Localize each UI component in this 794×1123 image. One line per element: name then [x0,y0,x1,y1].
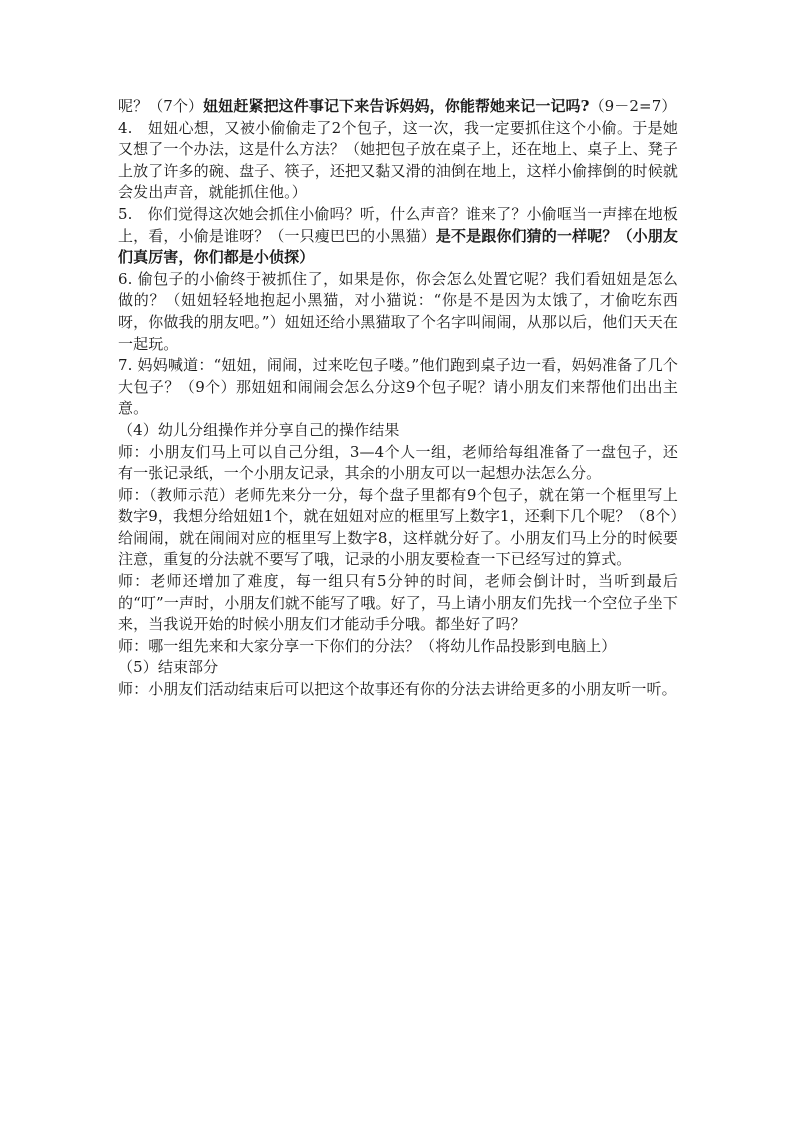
paragraph-4 [118,269,678,355]
section-heading-5 [118,657,678,679]
paragraph-7 [118,442,678,485]
text-run: 4. 妞妞心想，又被小偷偷走了2个包子，这一次，我一定要抓住这个小偷。于是她又想了一个办法，这是什么方法？（她把包子放在桌子上，还在地上、桌子上、凳子上放了许多的碗、盘子、筷子，还把又黏又滑的油倒在地上，这样小偷摔倒的时候就会发出声音，就能抓住他。） [118,118,678,202]
section-heading-4 [118,420,678,442]
paragraph-9 [118,571,678,636]
paragraph-5 [118,355,678,420]
text-run: （4）幼儿分组操作并分享自己的操作结果 [118,420,400,439]
text-run: 师：小朋友们活动结束后可以把这个故事还有你的分法去讲给更多的小朋友听一听。 [118,680,677,699]
paragraph-12 [118,679,678,701]
document-body [118,96,678,701]
text-run: （5）结束部分 [118,658,219,677]
paragraph-8 [118,485,678,571]
text-run: 师：小朋友们马上可以自己分组，3—4个人一组，老师给每组准备了一盘包子，还有一张记录纸，一个小朋友记录，其余的小朋友可以一起想办法怎么分。 [118,442,678,483]
paragraph-1 [118,96,678,118]
text-run: 6. 偷包子的小偷终于被抓住了，如果是你，你会怎么处置它呢？我们看妞妞是怎么做的？（妞妞轻轻地抱起小黑猫，对小猫说：“你是不是因为太饿了，才偷吃东西呀，你做我的朋友吧。”）妞妞还给小黑猫取了个名字叫闹闹，从那以后，他们天天在一起玩。 [118,269,678,353]
text-run: 师：（教师示范）老师先来分一分，每个盘子里都有9个包子，就在第一个框里写上数字9，我想分给妞妞1个，就在妞妞对应的框里写上数字1，还剩下几个呢？（8个）给闹闹，就在闹闹对应的框里写上数字8，这样就分好了。小朋友们马上分的时候要注意，重复的分法就不要写了哦，记录的小朋友要检查一下已经写过的算式。 [118,485,678,569]
paragraph-2 [118,118,678,204]
text-run: 师：老师还增加了难度，每一组只有5分钟的时间，老师会倒计时，当听到最后的“叮”一声时，小朋友们就不能写了哦。好了，马上请小朋友们先找一个空位子坐下来，当我说开始的时候小朋友们才能动手分哦。都坐好了吗？ [118,572,678,634]
text-run: 7. 妈妈喊道：“妞妞，闹闹，过来吃包子喽。”他们跑到桌子边一看，妈妈准备了几个大包子？（9个）那妞妞和闹闹会怎么分这9个包子呢？请小朋友们来帮他们出出主意。 [118,356,678,418]
text-run-bold: 妞妞赶紧把这件事记下来告诉妈妈，你能帮她来记一记吗? [203,97,590,115]
paragraph-10 [118,636,678,658]
text-run-bold: 是不是跟你们猜的一样呢？（小朋友们真厉害，你们都是小侦探） [118,226,678,267]
text-run: 5. 你们觉得这次她会抓住小偷吗？听，什么声音？谁来了？小偷哐当一声摔在地板上，看，小偷是谁呀？（一只瘦巴巴的小黑猫） [118,204,678,245]
text-run: 师：哪一组先来和大家分享一下你们的分法？（将幼儿作品投影到电脑上） [118,636,617,655]
text-run: 呢？（7个） [118,97,204,115]
text-run: （9－2=7） [589,97,677,115]
paragraph-3 [118,204,678,269]
